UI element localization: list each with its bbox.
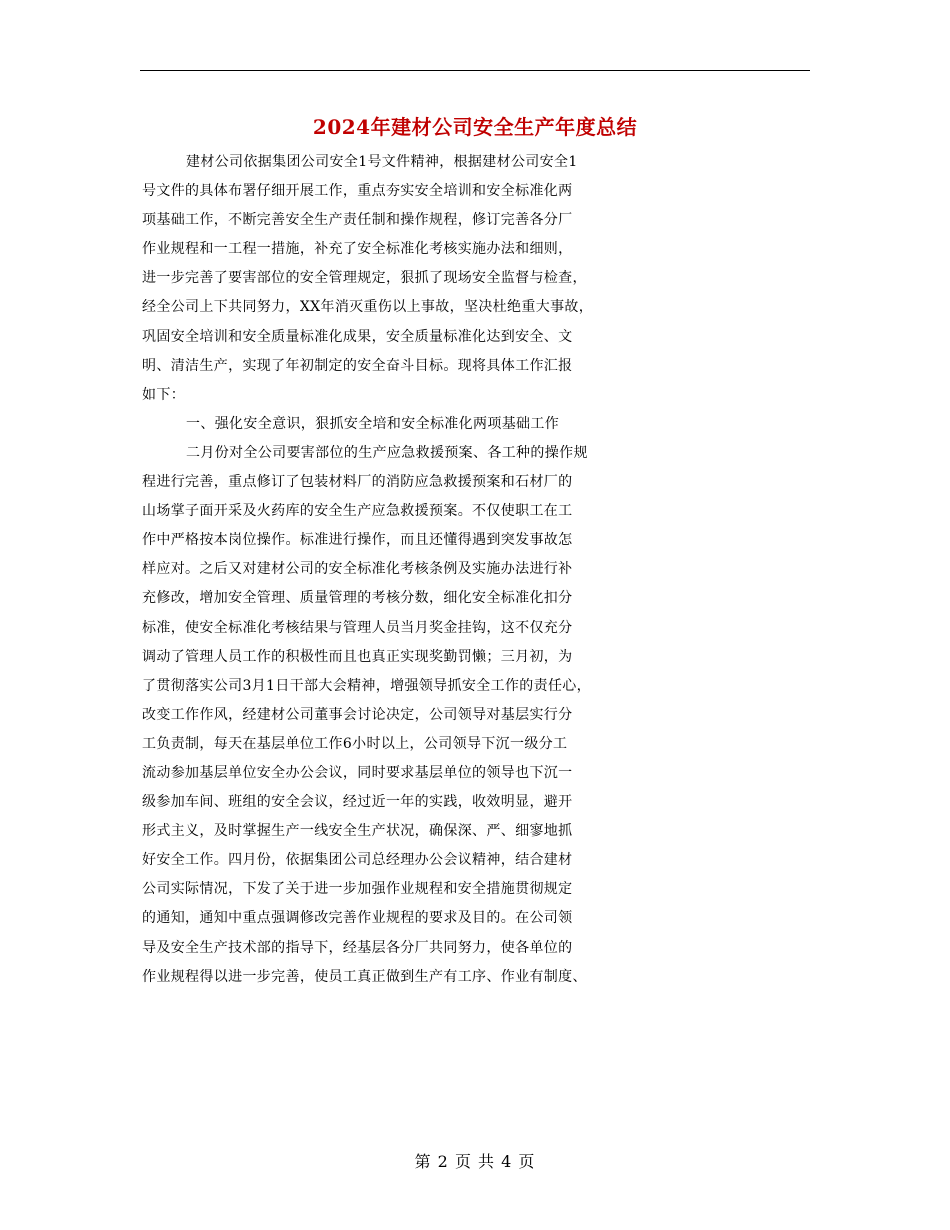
body-line: 作业规程得以进一步完善，使员工真正做到生产有工序、作业有制度、 — [142, 968, 587, 985]
body-line: 导及安全生产技术部的指导下，经基层各分厂共同努力，使各单位的 — [142, 939, 573, 956]
body-line: 山场掌子面开采及火药库的安全生产应急救援预案。不仅使职工在工 — [142, 503, 573, 520]
body-line: 形式主义，及时掌握生产一线安全生产状况，确保深、严、细寥地抓 — [142, 823, 573, 840]
body-line: 标准，使安全标准化考核结果与管理人员当月奖金挂钩，这不仅充分 — [142, 619, 573, 636]
document-title: 2024年建材公司安全生产年度总结 — [312, 115, 638, 139]
body-line: 流动参加基层单位安全办公会议，同时要求基层单位的领导也下沉一 — [142, 764, 573, 781]
body-line: 的通知，通知中重点强调修改完善作业规程的要求及目的。在公司领 — [142, 910, 573, 927]
body-line: 样应对。之后又对建材公司的安全标准化考核条例及实施办法进行补 — [142, 561, 573, 578]
body-line: 改变工作作风，经建材公司董事会讨论决定，公司领导对基层实行分 — [142, 706, 573, 723]
body-line: 程进行完善，重点修订了包装材料厂的消防应急救援预案和石材厂的 — [142, 474, 573, 491]
body-line: 好安全工作。四月份，依据集团公司总经理办公会议精神，结合建材 — [142, 852, 573, 869]
document-body — [142, 148, 812, 992]
body-line: 建材公司依据集团公司安全1号文件精神，根据建材公司安全1 — [186, 154, 578, 170]
body-line: 充修改，增加安全管理、质量管理的考核分数，细化安全标准化扣分 — [142, 590, 573, 607]
body-line: 项基础工作，不断完善安全生产责任制和操作规程，修订完善各分厂 — [142, 212, 573, 229]
body-line: 进一步完善了要害部位的安全管理规定，狠抓了现场安全监督与检查， — [142, 270, 587, 287]
body-line: 级参加车间、班组的安全会议，经过近一年的实践，收效明显，避开 — [142, 794, 573, 811]
body-line: 一、强化安全意识，狠抓安全培和安全标准化两项基础工作 — [186, 415, 560, 432]
body-line: 如下： — [142, 386, 186, 403]
body-line: 明、清洁生产，实现了年初制定的安全奋斗目标。现将具体工作汇报 — [142, 357, 573, 374]
page-number: 第 2 页 共 4 页 — [414, 1152, 536, 1171]
body-line: 了贯彻落实公司3月1日干部大会精神，增强领导抓安全工作的责任心， — [142, 677, 592, 694]
body-line: 调动了管理人员工作的积极性而且也真正实现奖勤罚懒；三月初，为 — [142, 648, 573, 665]
header-rule — [140, 70, 810, 71]
body-line: 二月份对全公司要害部位的生产应急救援预案、各工种的操作规 — [186, 444, 588, 461]
body-line: 巩固安全培训和安全质量标准化成果，安全质量标准化达到安全、文 — [142, 328, 573, 345]
body-line: 公司实际情况，下发了关于进一步加强作业规程和安全措施贯彻规定 — [142, 881, 573, 898]
body-line: 工负责制，每天在基层单位工作6小时以上，公司领导下沉一级分工 — [142, 735, 568, 752]
body-line: 经全公司上下共同努力，XX年消灭重伤以上事故，坚决杜绝重大事故， — [142, 299, 594, 316]
body-line: 号文件的具体布署仔细开展工作，重点夯实安全培训和安全标准化两 — [142, 183, 573, 200]
body-line: 作业规程和一工程一措施，补充了安全标准化考核实施办法和细则， — [142, 241, 573, 258]
body-line: 作中严格按本岗位操作。标准进行操作，而且还懂得遇到突发事故怎 — [142, 532, 573, 549]
